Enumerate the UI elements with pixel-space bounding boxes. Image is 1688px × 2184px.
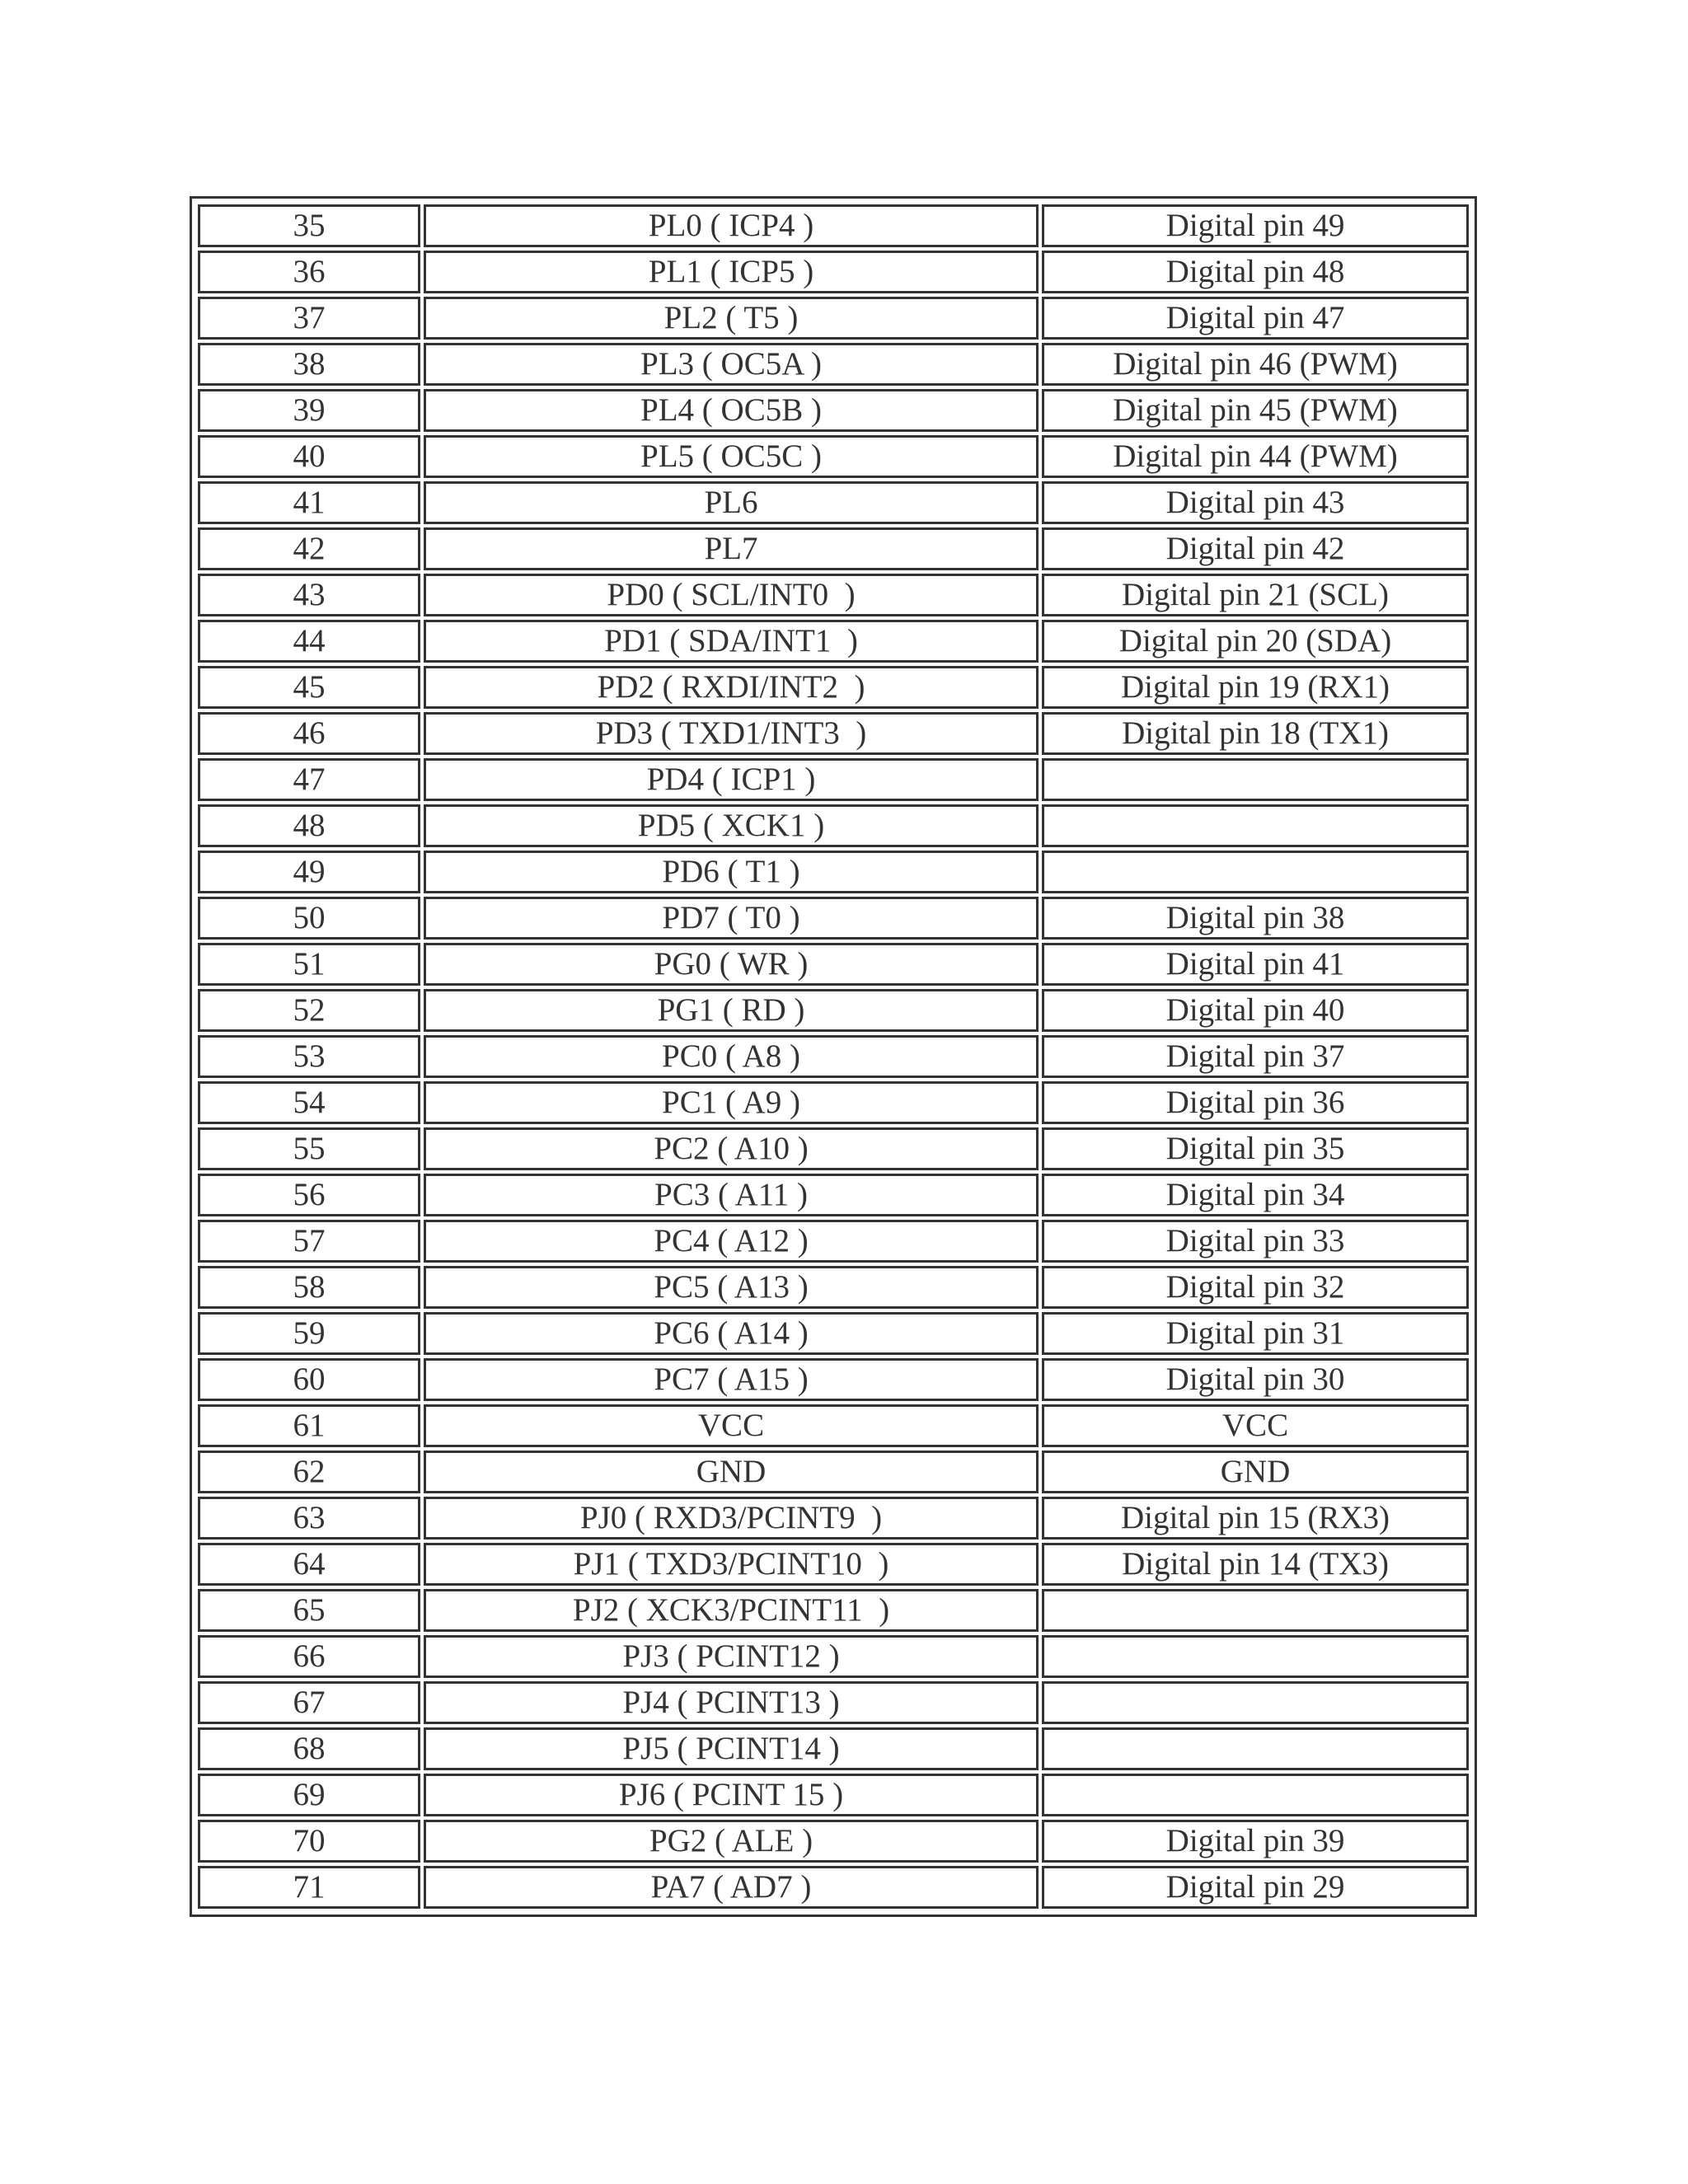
pin-name-cell: PD0 ( SCL/INT0 )	[424, 574, 1039, 616]
table-row	[198, 666, 1469, 709]
pin-function-cell: Digital pin 43	[1042, 481, 1469, 524]
pin-number-cell: 59	[198, 1312, 420, 1355]
table-row	[198, 1497, 1469, 1540]
pin-name-cell: PG0 ( WR )	[424, 943, 1039, 986]
pin-number-cell: 41	[198, 481, 420, 524]
pin-number-cell: 71	[198, 1866, 420, 1909]
pin-name-cell: PD2 ( RXDI/INT2 )	[424, 666, 1039, 709]
pin-name-cell: PD3 ( TXD1/INT3 )	[424, 712, 1039, 755]
pin-function-cell: Digital pin 14 (TX3)	[1042, 1543, 1469, 1586]
pin-name-cell: PJ6 ( PCINT 15 )	[424, 1774, 1039, 1816]
pin-number-cell: 43	[198, 574, 420, 616]
table-row	[198, 1866, 1469, 1909]
pin-number-cell: 60	[198, 1358, 420, 1401]
pin-name-cell: PL5 ( OC5C )	[424, 435, 1039, 478]
pin-function-cell: Digital pin 42	[1042, 527, 1469, 570]
pin-function-cell	[1042, 851, 1469, 893]
pin-function-cell: Digital pin 40	[1042, 989, 1469, 1032]
pin-function-cell: Digital pin 18 (TX1)	[1042, 712, 1469, 755]
pin-number-cell: 37	[198, 297, 420, 340]
pin-name-cell: PC1 ( A9 )	[424, 1081, 1039, 1124]
pin-function-cell: Digital pin 29	[1042, 1866, 1469, 1909]
pin-function-cell: Digital pin 33	[1042, 1220, 1469, 1263]
pin-number-cell: 57	[198, 1220, 420, 1263]
pin-name-cell: PA7 ( AD7 )	[424, 1866, 1039, 1909]
table-row	[198, 1081, 1469, 1124]
table-row	[198, 1312, 1469, 1355]
pin-function-cell: Digital pin 37	[1042, 1035, 1469, 1078]
pin-name-cell: PL3 ( OC5A )	[424, 343, 1039, 386]
pin-number-cell: 45	[198, 666, 420, 709]
pin-number-cell: 46	[198, 712, 420, 755]
table-row	[198, 481, 1469, 524]
pin-number-cell: 66	[198, 1635, 420, 1678]
pin-function-cell	[1042, 1635, 1469, 1678]
table-row	[198, 620, 1469, 663]
pin-name-cell: PD1 ( SDA/INT1 )	[424, 620, 1039, 663]
pin-number-cell: 63	[198, 1497, 420, 1540]
pin-function-cell	[1042, 1589, 1469, 1632]
pin-function-cell: Digital pin 39	[1042, 1820, 1469, 1863]
pin-name-cell: PL1 ( ICP5 )	[424, 251, 1039, 293]
pin-name-cell: PC6 ( A14 )	[424, 1312, 1039, 1355]
pin-function-cell: GND	[1042, 1451, 1469, 1493]
table-row	[198, 574, 1469, 616]
table-row	[198, 297, 1469, 340]
pin-number-cell: 68	[198, 1727, 420, 1770]
pin-function-cell	[1042, 758, 1469, 801]
pin-name-cell: PJ5 ( PCINT14 )	[424, 1727, 1039, 1770]
pin-name-cell: PD7 ( T0 )	[424, 897, 1039, 940]
pin-function-cell: Digital pin 30	[1042, 1358, 1469, 1401]
table-row	[198, 389, 1469, 432]
pin-function-cell: Digital pin 36	[1042, 1081, 1469, 1124]
pin-function-cell: Digital pin 19 (RX1)	[1042, 666, 1469, 709]
pin-name-cell: PL6	[424, 481, 1039, 524]
table-row	[198, 1774, 1469, 1816]
table-row	[198, 204, 1469, 247]
pin-function-cell: Digital pin 46 (PWM)	[1042, 343, 1469, 386]
pin-function-cell: Digital pin 44 (PWM)	[1042, 435, 1469, 478]
pin-mapping-table	[195, 201, 1472, 1912]
table-row	[198, 527, 1469, 570]
pin-name-cell: PC3 ( A11 )	[424, 1174, 1039, 1216]
pin-function-cell: Digital pin 32	[1042, 1266, 1469, 1309]
pin-function-cell: Digital pin 41	[1042, 943, 1469, 986]
pin-number-cell: 42	[198, 527, 420, 570]
pin-number-cell: 53	[198, 1035, 420, 1078]
pin-table-body	[198, 204, 1469, 1909]
pin-function-cell: Digital pin 20 (SDA)	[1042, 620, 1469, 663]
pin-name-cell: PD6 ( T1 )	[424, 851, 1039, 893]
pin-name-cell: PD5 ( XCK1 )	[424, 804, 1039, 847]
pin-name-cell: PG2 ( ALE )	[424, 1820, 1039, 1863]
pin-function-cell	[1042, 1727, 1469, 1770]
pin-name-cell: GND	[424, 1451, 1039, 1493]
pin-number-cell: 50	[198, 897, 420, 940]
table-row	[198, 1358, 1469, 1401]
table-row	[198, 1174, 1469, 1216]
table-row	[198, 851, 1469, 893]
pin-number-cell: 65	[198, 1589, 420, 1632]
table-row	[198, 989, 1469, 1032]
table-row	[198, 712, 1469, 755]
table-row	[198, 1727, 1469, 1770]
pin-name-cell: PJ3 ( PCINT12 )	[424, 1635, 1039, 1678]
pin-number-cell: 47	[198, 758, 420, 801]
table-row	[198, 1635, 1469, 1678]
table-row	[198, 1681, 1469, 1724]
pin-function-cell: Digital pin 34	[1042, 1174, 1469, 1216]
table-row	[198, 1820, 1469, 1863]
pin-name-cell: PL2 ( T5 )	[424, 297, 1039, 340]
pin-function-cell	[1042, 804, 1469, 847]
pin-number-cell: 69	[198, 1774, 420, 1816]
pin-number-cell: 36	[198, 251, 420, 293]
pin-number-cell: 49	[198, 851, 420, 893]
pin-name-cell: PJ1 ( TXD3/PCINT10 )	[424, 1543, 1039, 1586]
pin-number-cell: 58	[198, 1266, 420, 1309]
pin-function-cell: Digital pin 35	[1042, 1127, 1469, 1170]
table-row	[198, 1220, 1469, 1263]
pin-number-cell: 40	[198, 435, 420, 478]
pin-function-cell: Digital pin 38	[1042, 897, 1469, 940]
pin-function-cell: Digital pin 15 (RX3)	[1042, 1497, 1469, 1540]
pin-name-cell: PJ0 ( RXD3/PCINT9 )	[424, 1497, 1039, 1540]
pin-name-cell: PC2 ( A10 )	[424, 1127, 1039, 1170]
table-row	[198, 1035, 1469, 1078]
table-row	[198, 343, 1469, 386]
pin-number-cell: 38	[198, 343, 420, 386]
pin-number-cell: 35	[198, 204, 420, 247]
table-row	[198, 1451, 1469, 1493]
pin-number-cell: 70	[198, 1820, 420, 1863]
pin-name-cell: PL0 ( ICP4 )	[424, 204, 1039, 247]
pin-number-cell: 51	[198, 943, 420, 986]
pin-function-cell: Digital pin 47	[1042, 297, 1469, 340]
table-row	[198, 251, 1469, 293]
table-row	[198, 1266, 1469, 1309]
pin-name-cell: PC0 ( A8 )	[424, 1035, 1039, 1078]
pin-number-cell: 44	[198, 620, 420, 663]
pin-name-cell: PL7	[424, 527, 1039, 570]
pin-name-cell: PC4 ( A12 )	[424, 1220, 1039, 1263]
table-row	[198, 943, 1469, 986]
pin-number-cell: 64	[198, 1543, 420, 1586]
pin-name-cell: VCC	[424, 1404, 1039, 1447]
table-row	[198, 1543, 1469, 1586]
table-row	[198, 435, 1469, 478]
pin-number-cell: 62	[198, 1451, 420, 1493]
pin-function-cell: Digital pin 21 (SCL)	[1042, 574, 1469, 616]
pin-table-frame	[190, 196, 1477, 1917]
pin-name-cell: PG1 ( RD )	[424, 989, 1039, 1032]
pin-function-cell: Digital pin 31	[1042, 1312, 1469, 1355]
table-row	[198, 1127, 1469, 1170]
pin-number-cell: 39	[198, 389, 420, 432]
pin-function-cell: VCC	[1042, 1404, 1469, 1447]
table-row	[198, 758, 1469, 801]
table-row	[198, 897, 1469, 940]
pin-number-cell: 61	[198, 1404, 420, 1447]
table-row	[198, 804, 1469, 847]
pin-name-cell: PJ2 ( XCK3/PCINT11 )	[424, 1589, 1039, 1632]
pin-name-cell: PC7 ( A15 )	[424, 1358, 1039, 1401]
pin-number-cell: 67	[198, 1681, 420, 1724]
pin-name-cell: PJ4 ( PCINT13 )	[424, 1681, 1039, 1724]
pin-function-cell: Digital pin 45 (PWM)	[1042, 389, 1469, 432]
pin-number-cell: 54	[198, 1081, 420, 1124]
pin-number-cell: 55	[198, 1127, 420, 1170]
pin-function-cell: Digital pin 49	[1042, 204, 1469, 247]
table-row	[198, 1404, 1469, 1447]
pin-number-cell: 56	[198, 1174, 420, 1216]
pin-function-cell	[1042, 1774, 1469, 1816]
pin-function-cell	[1042, 1681, 1469, 1724]
pin-name-cell: PD4 ( ICP1 )	[424, 758, 1039, 801]
pin-number-cell: 52	[198, 989, 420, 1032]
pin-name-cell: PC5 ( A13 )	[424, 1266, 1039, 1309]
pin-function-cell: Digital pin 48	[1042, 251, 1469, 293]
pin-number-cell: 48	[198, 804, 420, 847]
table-row	[198, 1589, 1469, 1632]
pin-name-cell: PL4 ( OC5B )	[424, 389, 1039, 432]
